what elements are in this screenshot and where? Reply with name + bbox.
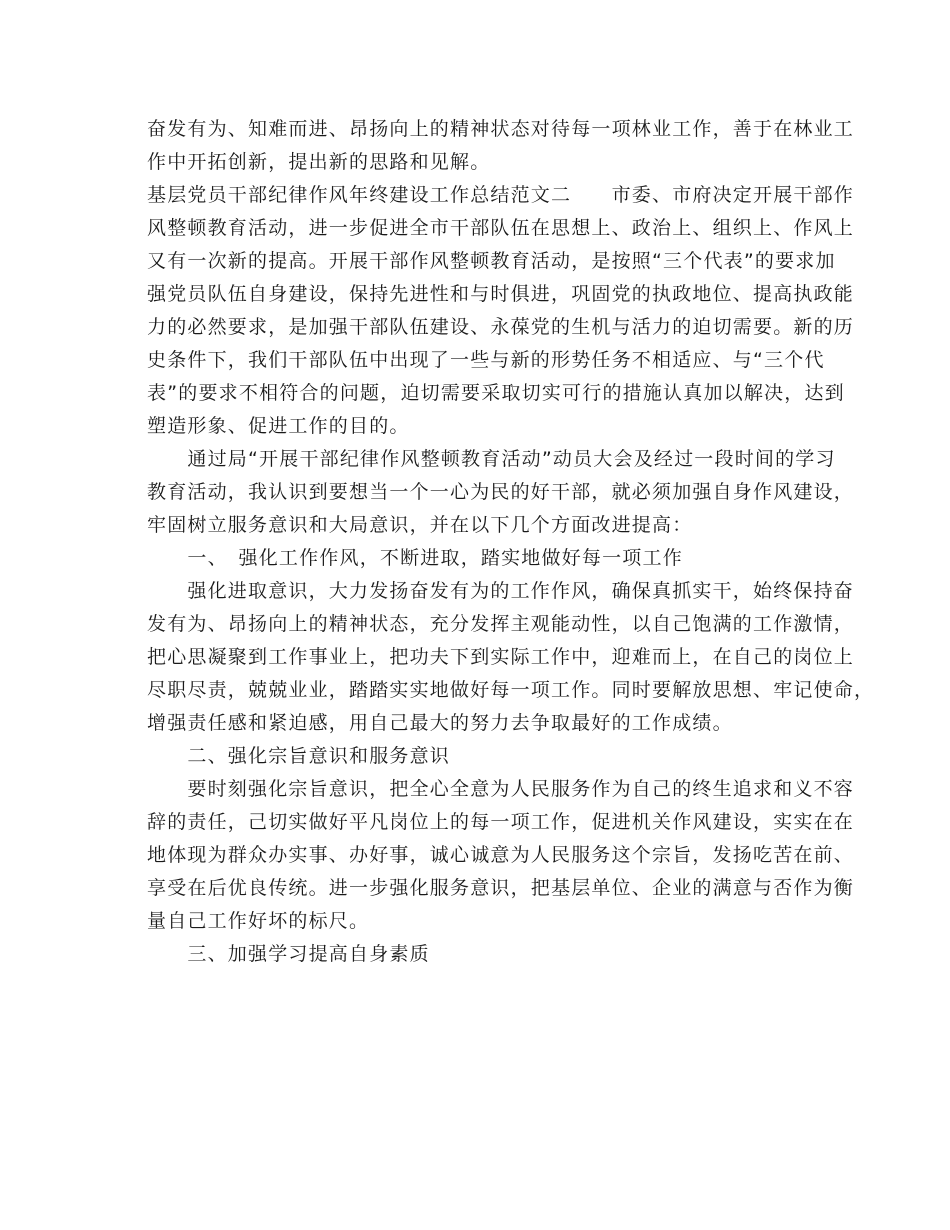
paragraph-start-line: 通过局“开展干部纪律作风整顿教育活动”动员大会及经过一段时间的学习 — [147, 448, 836, 470]
text-line: 塑造形象、促进工作的目的。 — [147, 415, 410, 437]
section-title-line: 基层党员干部纪律作风年终建设工作总结范文二 市委、市府决定开展干部作 — [147, 184, 855, 206]
paragraph-start-line: 要时刻强化宗旨意识，把全心全意为人民服务作为自己的终生追求和义不容 — [147, 778, 855, 800]
paragraph-start-line: 强化进取意识，大力发扬奋发有为的工作作风，确保真抓实干，始终保持奋 — [147, 580, 855, 602]
text-line: 增强责任感和紧迫感，用自己最大的努力去争取最好的工作成绩。 — [147, 712, 733, 734]
text-line: 地体现为群众办实事、办好事，诚心诚意为人民服务这个宗旨，发扬吃苦在前、 — [147, 844, 855, 866]
text-line: 辞的责任，己切实做好平凡岗位上的每一项工作，促进机关作风建设，实实在在 — [147, 811, 855, 833]
text-line: 牢固树立服务意识和大局意识，并在以下几个方面改进提高： — [147, 514, 693, 536]
section-heading-3: 三、加强学习提高自身素质 — [147, 943, 430, 965]
text-line: 教育活动，我认识到要想当一个一心为民的好干部，就必须加强自身作风建设， — [147, 481, 855, 503]
text-line: 表”的要求不相符合的问题，迫切需要采取切实可行的措施认真加以解决，达到 — [147, 382, 845, 404]
text-line: 尽职尽责，兢兢业业，踏踏实实地做好每一项工作。同时要解放思想、牢记使命， — [147, 679, 875, 701]
text-line: 风整顿教育活动，进一步促进全市干部队伍在思想上、政治上、组织上、作风上 — [147, 217, 855, 239]
text-line: 把心思凝聚到工作事业上，把功夫下到实际工作中，迎难而上，在自己的岗位上 — [147, 646, 855, 668]
text-line: 享受在后优良传统。进一步强化服务意识，把基层单位、企业的满意与否作为衡 — [147, 877, 855, 899]
text-line: 作中开拓创新，提出新的思路和见解。 — [147, 151, 491, 173]
document-body — [147, 113, 875, 971]
text-line: 奋发有为、知难而进、昂扬向上的精神状态对待每一项林业工作，善于在林业工 — [147, 118, 855, 140]
section-heading-2: 二、强化宗旨意识和服务意识 — [147, 745, 451, 767]
text-line: 强党员队伍自身建设，保持先进性和与时俱进，巩固党的执政地位、提高执政能 — [147, 283, 855, 305]
text-line: 发有为、昂扬向上的精神状态，充分发挥主观能动性，以自己饱满的工作激情， — [147, 613, 855, 635]
section-heading-1: 一、 强化工作作风，不断进取，踏实地做好每一项工作 — [147, 547, 683, 569]
text-line: 史条件下，我们干部队伍中出现了一些与新的形势任务不相适应、与“三个代 — [147, 349, 825, 371]
text-line: 量自己工作好坏的标尺。 — [147, 910, 370, 932]
text-line: 又有一次新的提高。开展干部作风整顿教育活动，是按照“三个代表”的要求加 — [147, 250, 836, 272]
text-line: 力的必然要求，是加强干部队伍建设、永葆党的生机与活力的迫切需要。新的历 — [147, 316, 855, 338]
